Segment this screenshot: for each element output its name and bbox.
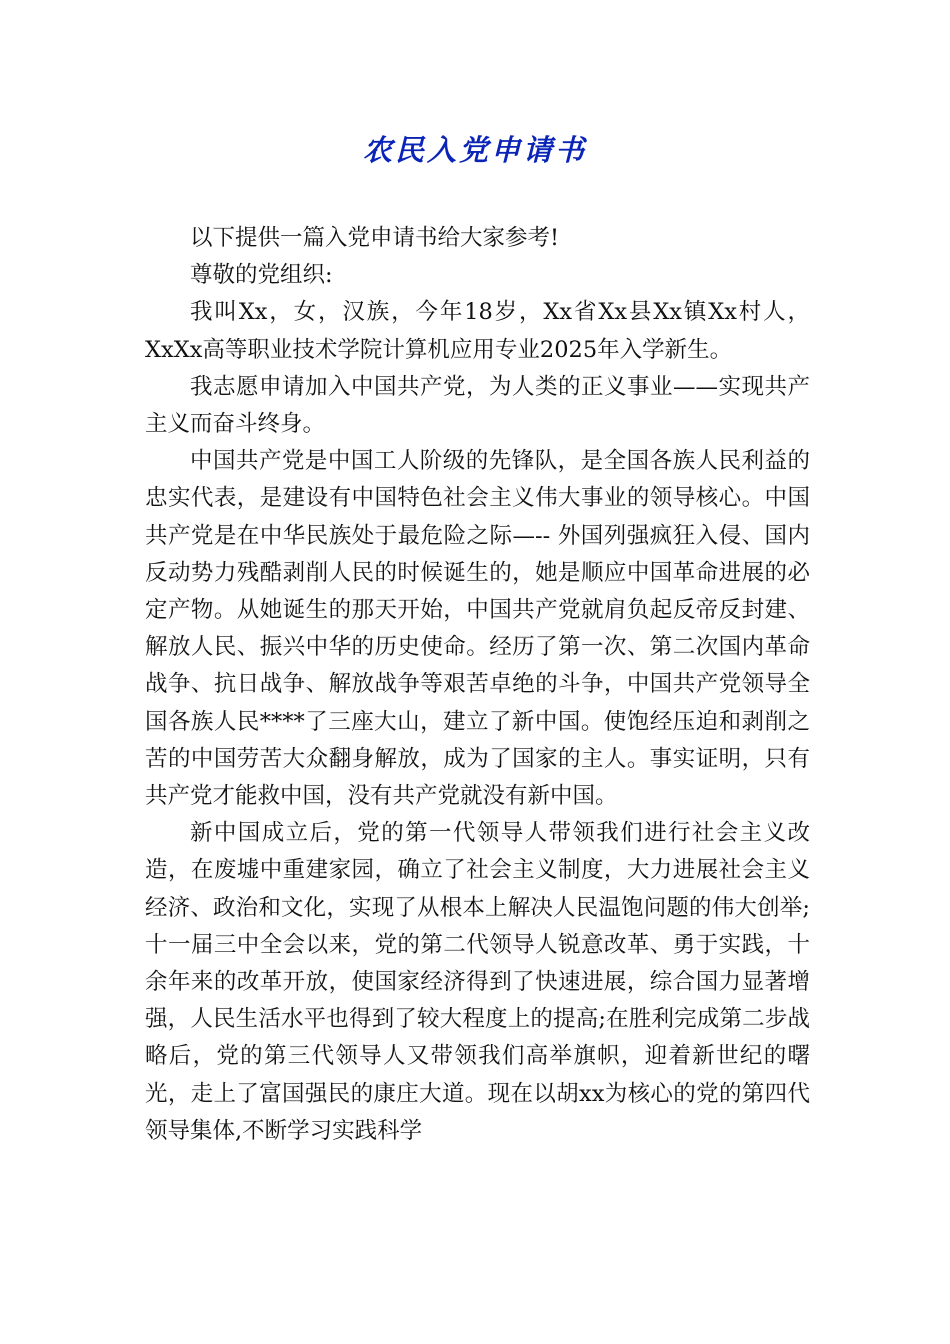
intro-paragraph: 以下提供一篇入党申请书给大家参考! [190, 225, 560, 251]
body-paragraph: 中国共产党是中国工人阶级的先锋队，是全国各族人民利益的忠实代表，是建设有中国特色社会主义伟大事业的领导核心。中国共产党是在中华民族处于最危险之际—-- 外国列强疯狂入侵、国内反动势力残酷剥削人民的时候诞生的，她是顺应中国革命进展的必定产物。从她诞生的那天开始，中国共产党就肩负起反帝反封建、解放人民、振兴中华的历史使命。经历了第一次、第二次国内革命战争、抗日战争、解放战争等艰苦卓绝的斗争，中国共产党领导全国各族人民****了三座大山，建立了新中国。使饱经压迫和剥削之苦的中国劳苦大众翻身解放，成为了国家的主人。事实证明，只有共产党才能救中国，没有共产党就没有新中国。 [145, 448, 810, 810]
body-paragraph: 新中国成立后，党的第一代领导人带领我们进行社会主义改造，在废墟中重建家园，确立了社会主义制度，大力进展社会主义经济、政治和文化，实现了从根本上解决人民温饱问题的伟大创举;十一届三中全会以来，党的第二代领导人锐意改革、勇于实践，十余年来的改革开放，使国家经济得到了快速进展，综合国力显著增强，人民生活水平也得到了较大程度上的提高;在胜利完成第二步战略后，党的第三代领导人又带领我们高举旗帜，迎着新世纪的曙光，走上了富国强民的康庄大道。现在以胡xx为核心的党的第四代领导集体,不断学习实践科学 [145, 820, 810, 1144]
body-paragraph: 我志愿申请加入中国共产党，为人类的正义事业——实现共产主义而奋斗终身。 [145, 373, 810, 438]
body-paragraph: 我叫Xx，女，汉族，今年18岁，Xx省Xx县Xx镇Xx村人，XxXx高等职业技术学院计算机应用专业2025年入学新生。 [145, 299, 810, 363]
salutation: 尊敬的党组织: [190, 262, 333, 289]
document-title: 农民入党申请书 [362, 133, 587, 167]
document-body [145, 220, 810, 1150]
